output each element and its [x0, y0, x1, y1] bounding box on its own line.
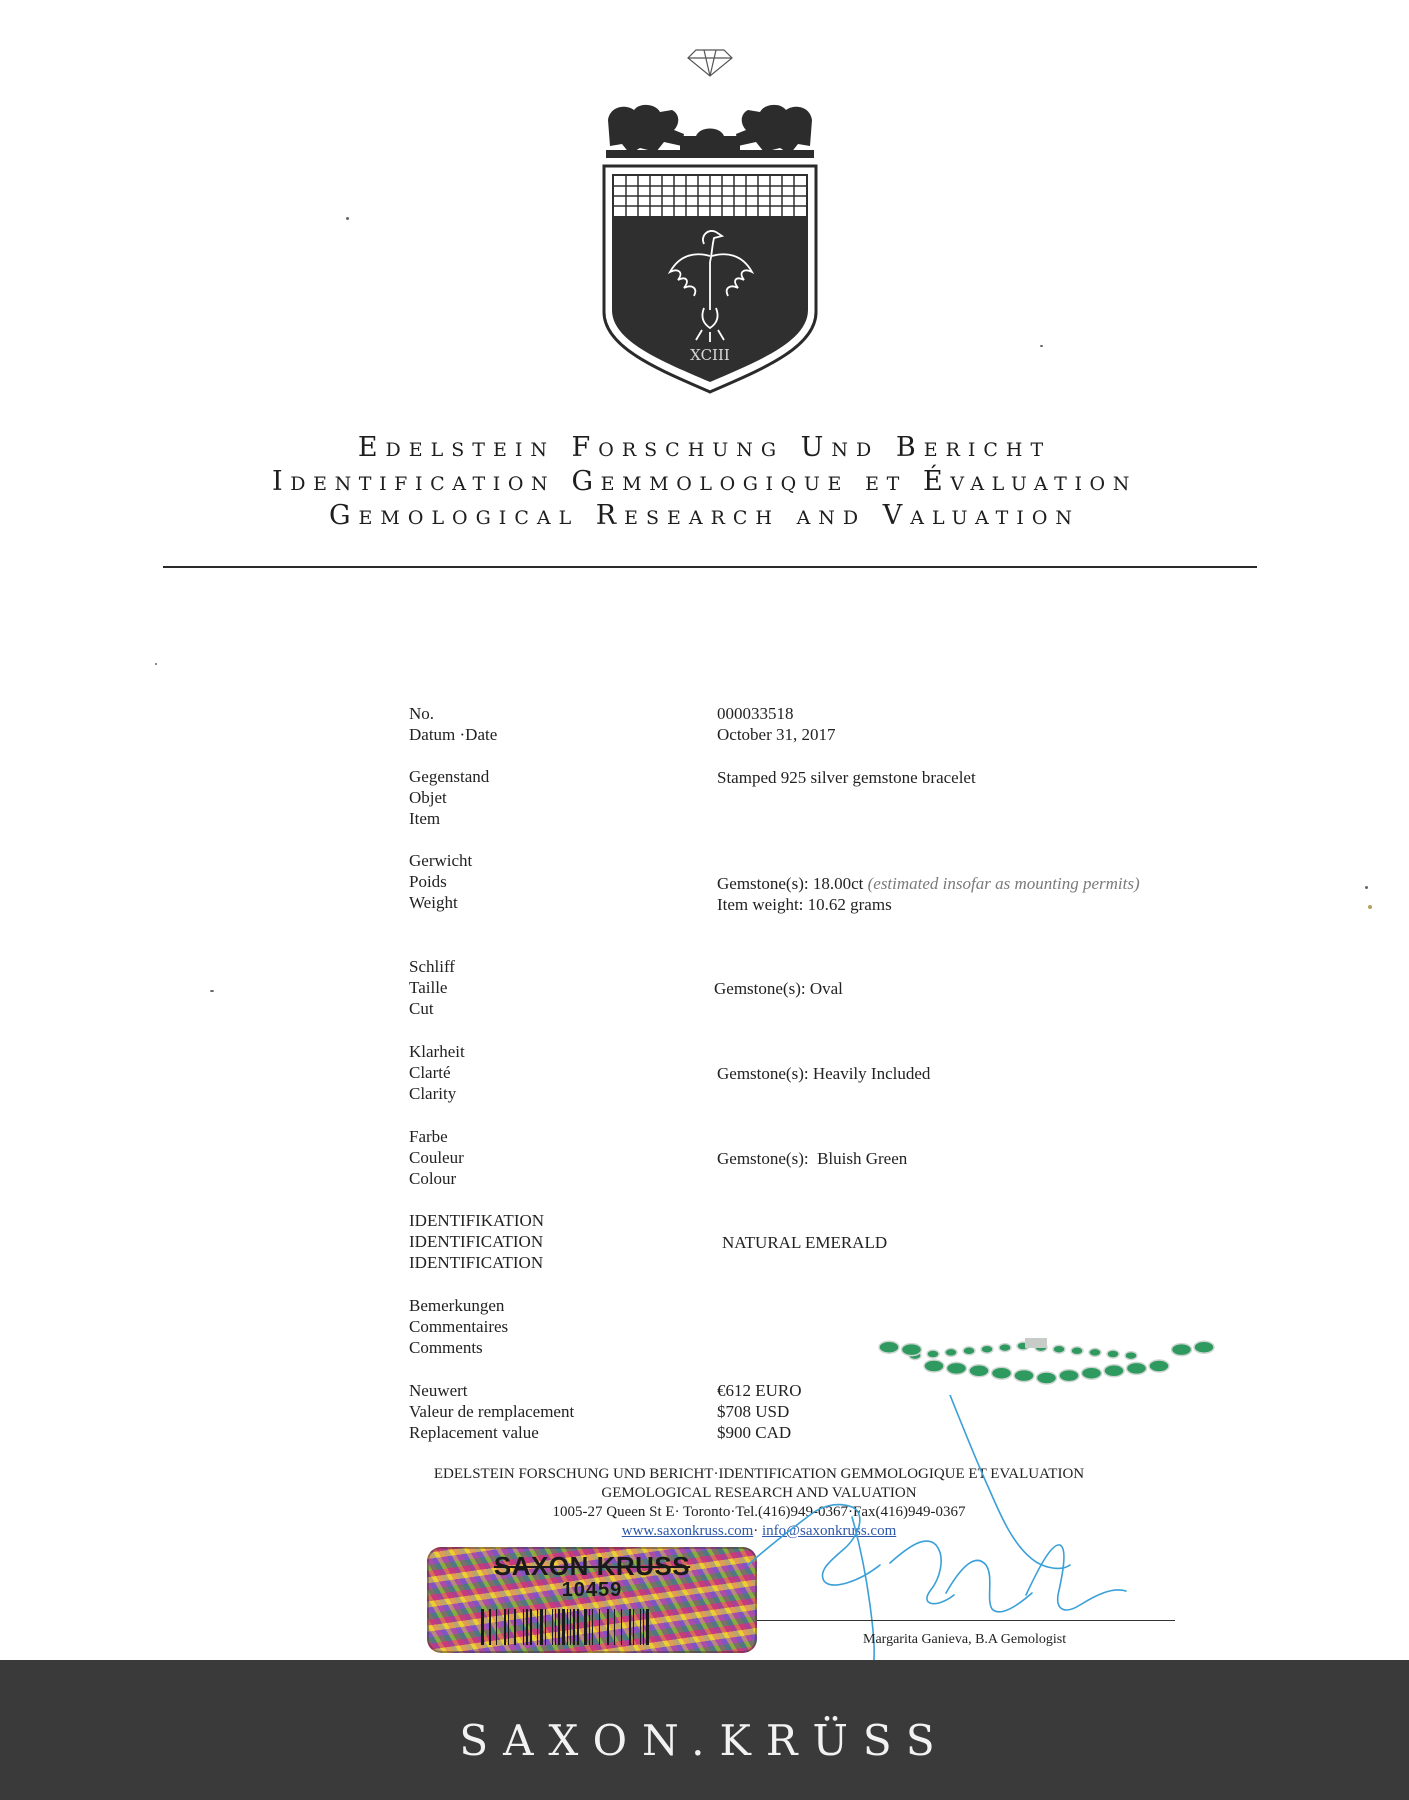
barcode-bar [514, 1609, 516, 1645]
value-usd: $708 USD [717, 1402, 790, 1421]
barcode-icon [481, 1609, 703, 1645]
barcode-bar [570, 1609, 571, 1645]
barcode-bar [530, 1609, 532, 1645]
barcode-bar [607, 1609, 609, 1645]
heading-line-german: Edelstein Forschung Und Bericht [357, 432, 1052, 463]
emerald-stone [1053, 1345, 1065, 1353]
footer-address: 1005-27 Queen St E· Toronto·Tel.(416)949-0367·Fax(416)949-0367 [552, 1504, 966, 1520]
scan-speck [210, 990, 214, 992]
weight-estimate-note: (estimated insofar as mounting permits) [867, 874, 1140, 893]
label-cut-fr: Taille [409, 978, 448, 997]
emerald-stone [1059, 1370, 1079, 1382]
value-date: October 31, 2017 [717, 725, 836, 744]
barcode-bar [592, 1609, 593, 1645]
label-date: Datum ·Date [409, 725, 498, 744]
signer-name: Margarita Ganieva, B.A Gemologist [863, 1632, 1067, 1647]
scan-speck [346, 217, 349, 220]
emerald-stone [1194, 1341, 1214, 1353]
label-value-fr: Valeur de remplacement [409, 1402, 575, 1421]
label-comments-de: Bemerkungen [409, 1296, 505, 1315]
handwritten-signature [740, 1395, 1180, 1695]
value-gemstone-weight [717, 873, 1140, 894]
value-cad: $900 CAD [717, 1423, 792, 1442]
scan-speck [1365, 886, 1368, 889]
emerald-stone [1172, 1344, 1192, 1356]
label-cut-en: Cut [409, 999, 434, 1018]
label-clarity-de: Klarheit [409, 1042, 465, 1061]
emerald-stone [963, 1347, 975, 1355]
label-weight-fr: Poids [409, 872, 447, 891]
label-clarity-en: Clarity [409, 1084, 457, 1103]
barcode-bar [504, 1609, 506, 1645]
contact-separator: · [753, 1523, 759, 1539]
emerald-stone [927, 1350, 939, 1358]
barcode-bar [621, 1609, 622, 1645]
barcode-bar [523, 1609, 524, 1645]
barcode-bar [589, 1609, 590, 1645]
emerald-stone [1071, 1347, 1083, 1355]
website-link[interactable]: www.saxonkruss.com [621, 1523, 754, 1539]
label-value-de: Neuwert [409, 1381, 468, 1400]
brand-band [0, 1660, 1409, 1800]
emerald-stone [1037, 1372, 1057, 1384]
barcode-bar [508, 1609, 509, 1645]
shield-icon [604, 166, 816, 392]
barcode-bar [633, 1609, 634, 1645]
barcode-bar [643, 1609, 644, 1645]
dragons-icon [606, 105, 814, 158]
seal-brand: SAXON KRUSS [493, 1551, 691, 1581]
barcode-bar [555, 1609, 556, 1645]
emerald-stone [947, 1362, 967, 1374]
barcode-bar [552, 1609, 553, 1645]
label-weight-de: Gerwicht [409, 851, 473, 870]
barcode-bar [629, 1609, 631, 1645]
barcode-bar [640, 1609, 641, 1645]
emerald-stone [1082, 1367, 1102, 1379]
label-value-en: Replacement value [409, 1423, 539, 1442]
emerald-stone [1125, 1352, 1137, 1360]
signature-line [757, 1620, 1175, 1621]
value-colour: Gemstone(s): Bluish Green [717, 1149, 908, 1168]
value-cut: Gemstone(s): Oval [714, 979, 843, 998]
footer-line-names: EDELSTEIN FORSCHUNG UND BERICHT·IDENTIFICATION GEMMOLOGIQUE ET EVALUATION [433, 1466, 1085, 1482]
crest-logo [600, 40, 820, 400]
emerald-stone [924, 1360, 944, 1372]
label-item-en: Item [409, 809, 441, 828]
emerald-stone [1014, 1370, 1034, 1382]
heading-line-english: Gemological Research and Valuation [328, 500, 1081, 531]
barcode-bar [496, 1609, 497, 1645]
emerald-stone [969, 1365, 989, 1377]
diamond-icon [688, 50, 732, 76]
barcode-bar [537, 1609, 538, 1645]
label-comments-en: Comments [409, 1338, 483, 1357]
brand-wordmark: SAXON.KRÜSS [459, 1716, 950, 1765]
emerald-stone [1104, 1365, 1124, 1377]
barcode-bar [573, 1609, 575, 1645]
label-item-de: Gegenstand [409, 767, 490, 786]
barcode-bar [558, 1609, 560, 1645]
value-item: Stamped 925 silver gemstone bracelet [717, 768, 976, 787]
heading-divider [163, 566, 1257, 568]
value-clarity: Gemstone(s): Heavily Included [717, 1064, 931, 1083]
footer-line-english: GEMOLOGICAL RESEARCH AND VALUATION [601, 1485, 917, 1501]
barcode-bar [540, 1609, 543, 1645]
scan-speck [1040, 345, 1043, 347]
label-colour-de: Farbe [409, 1127, 448, 1146]
heading-line-french: Identification Gemmologique et Évaluation [272, 466, 1137, 497]
emerald-stone [1089, 1348, 1101, 1356]
emerald-stone [945, 1348, 957, 1356]
seal-number: 10459 [561, 1579, 623, 1601]
emerald-stone [999, 1344, 1011, 1352]
label-identification-de: IDENTIFIKATION [409, 1211, 545, 1230]
label-item-fr: Objet [409, 788, 447, 807]
value-euro: €612 EURO [717, 1381, 802, 1400]
emerald-stone [902, 1344, 922, 1356]
value-gemstone-carat: Gemstone(s): 18.00ct [717, 874, 864, 893]
barcode-bar [567, 1609, 568, 1645]
emerald-stone [981, 1345, 993, 1353]
label-identification-fr: IDENTIFICATION [409, 1232, 544, 1251]
crest-numeral: XCIII [690, 346, 730, 364]
emerald-stone [992, 1367, 1012, 1379]
scan-speck [1368, 905, 1372, 909]
barcode-bar [584, 1609, 587, 1645]
value-item-weight: Item weight: 10.62 grams [717, 895, 892, 914]
label-comments-fr: Commentaires [409, 1317, 509, 1336]
email-link[interactable]: info@saxonkruss.com [762, 1523, 897, 1539]
barcode-bar [562, 1609, 565, 1645]
bracelet-clasp [1025, 1338, 1047, 1348]
barcode-bar [545, 1609, 546, 1645]
barcode-bar [526, 1609, 528, 1645]
barcode-bar [489, 1609, 491, 1645]
value-identification: NATURAL EMERALD [722, 1233, 888, 1252]
label-weight-en: Weight [409, 893, 458, 912]
label-colour-en: Colour [409, 1169, 457, 1188]
emerald-stone [879, 1341, 899, 1353]
hologram-seal [427, 1547, 757, 1653]
emerald-stone [1127, 1362, 1147, 1374]
scan-speck [155, 663, 157, 665]
label-colour-fr: Couleur [409, 1148, 464, 1167]
barcode-bar [599, 1609, 600, 1645]
barcode-bar [614, 1609, 615, 1645]
emerald-stone [1107, 1350, 1119, 1358]
barcode-bar [577, 1609, 579, 1645]
barcode-bar [646, 1609, 649, 1645]
label-clarity-fr: Clarté [409, 1063, 451, 1082]
label-cut-de: Schliff [409, 957, 455, 976]
label-number: No. [409, 704, 435, 723]
emerald-stone [1149, 1360, 1169, 1372]
barcode-bar [481, 1609, 484, 1645]
label-identification-en: IDENTIFICATION [409, 1253, 544, 1272]
value-certificate-number: 000033518 [717, 704, 794, 723]
